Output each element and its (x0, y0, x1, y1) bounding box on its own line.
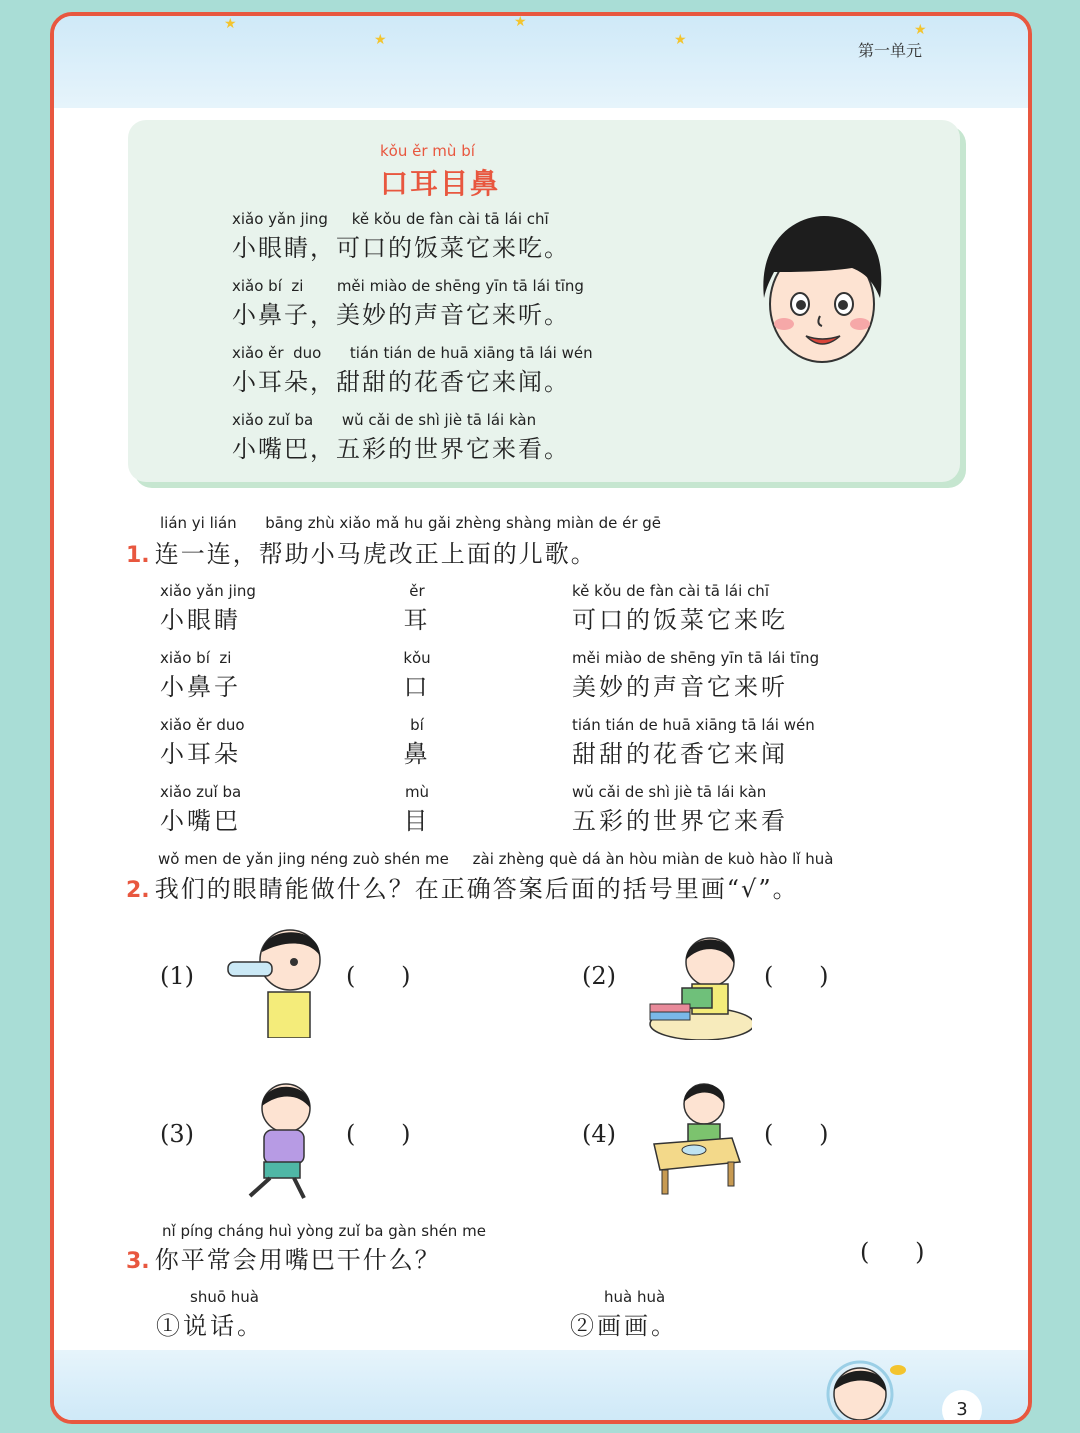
q1-left-item[interactable] (160, 582, 256, 635)
q3-option[interactable] (156, 1288, 264, 1341)
boy-drinking-illustration (224, 922, 324, 1038)
q1-right-item[interactable] (572, 649, 819, 702)
q1-middle-pinyin: ěr (409, 582, 425, 600)
q1-right-text: 五彩的世界它来看 (572, 807, 788, 835)
sky-header-band (54, 16, 1028, 108)
q2-option-label: (3) (160, 1120, 194, 1148)
q2-answer-paren[interactable]: ( ) (764, 962, 829, 990)
star-icon: ★ (374, 32, 387, 48)
child-face-illustration (754, 212, 890, 372)
q2-answer-paren[interactable]: ( ) (346, 962, 411, 990)
q2-heading (126, 869, 799, 904)
poem-line-text: 小嘴巴，五彩的世界它来看。 (232, 435, 570, 463)
q1-heading (126, 534, 597, 569)
star-icon: ★ (914, 22, 927, 38)
q3-text: 你平常会用嘴巴干什么？ (154, 1246, 441, 1274)
girl-reading-illustration (642, 924, 752, 1040)
q3-pinyin: nǐ píng cháng huì yòng zuǐ ba gàn shén me (162, 1222, 486, 1240)
q2-answer-paren[interactable]: ( ) (346, 1120, 411, 1148)
q2-option-label: (2) (582, 962, 616, 990)
q3-option-text: ②画画。 (570, 1312, 678, 1340)
poem-line-text: 小耳朵，甜甜的花香它来闻。 (232, 368, 570, 396)
q1-text: 连一连，帮助小马虎改正上面的儿歌。 (154, 540, 597, 568)
q1-left-text: 小鼻子 (160, 673, 241, 701)
poem-line-pinyin: xiǎo yǎn jing kě kǒu de fàn cài tā lái chī (232, 210, 549, 228)
q1-left-item[interactable] (160, 649, 241, 702)
q1-right-text: 可口的饭菜它来吃 (572, 606, 788, 634)
q1-middle-text: 口 (403, 673, 431, 701)
q1-middle-text: 目 (403, 807, 431, 835)
poem-line (232, 277, 752, 329)
q3-heading (126, 1240, 441, 1275)
poem-line (232, 411, 752, 463)
poem-line-text: 小鼻子，美妙的声音它来听。 (232, 301, 570, 329)
q1-middle-item[interactable] (402, 649, 432, 702)
boy-running-illustration (240, 1080, 320, 1202)
q1-left-pinyin: xiǎo yǎn jing (160, 582, 256, 600)
q1-right-text: 甜甜的花香它来闻 (572, 740, 788, 768)
poem-line-pinyin: xiǎo zuǐ ba wǔ cǎi de shì jiè tā lái kàn (232, 411, 537, 429)
q1-right-text: 美妙的声音它来听 (572, 673, 788, 701)
q3-option-pinyin: huà huà (604, 1288, 666, 1306)
q2-text: 我们的眼睛能做什么？在正确答案后面的括号里画“√”。 (154, 875, 799, 903)
q1-right-item[interactable] (572, 582, 788, 635)
q3-option[interactable] (570, 1288, 678, 1341)
q3-option-text: ①说话。 (156, 1312, 264, 1340)
poem-line (232, 210, 752, 262)
q1-left-text: 小嘴巴 (160, 807, 241, 835)
q1-pinyin: lián yi lián bāng zhù xiǎo mǎ hu gǎi zhèng shàng miàn de ér gē (160, 514, 661, 532)
q1-middle-text: 鼻 (403, 740, 431, 768)
q1-right-pinyin: tián tián de huā xiāng tā lái wén (572, 716, 815, 734)
q1-right-pinyin: kě kǒu de fàn cài tā lái chī (572, 582, 769, 600)
q3-option-pinyin: shuō huà (190, 1288, 259, 1306)
q1-left-text: 小眼睛 (160, 606, 241, 634)
q1-middle-item[interactable] (402, 582, 432, 635)
q1-left-text: 小耳朵 (160, 740, 241, 768)
workbook-page (50, 12, 1032, 1424)
q1-right-item[interactable] (572, 716, 815, 769)
q2-option-label: (1) (160, 962, 194, 990)
q2-answer-paren[interactable]: ( ) (764, 1120, 829, 1148)
q1-left-item[interactable] (160, 716, 245, 769)
q1-number: 1. (126, 543, 150, 568)
poem-line-pinyin: xiǎo ěr duo tián tián de huā xiāng tā lái wén (232, 344, 593, 362)
poem-line-text: 小眼睛，可口的饭菜它来吃。 (232, 234, 570, 262)
star-icon: ★ (674, 32, 687, 48)
page-number: 3 (942, 1390, 982, 1424)
q1-left-pinyin: xiǎo bí zi (160, 649, 232, 667)
star-icon: ★ (514, 14, 527, 30)
q1-middle-item[interactable] (402, 716, 432, 769)
q1-right-item[interactable] (572, 783, 788, 836)
astronaut-kid-illustration (808, 1354, 908, 1420)
q1-right-pinyin: měi miào de shēng yīn tā lái tīng (572, 649, 820, 667)
q1-right-pinyin: wǔ cǎi de shì jiè tā lái kàn (572, 783, 767, 801)
q1-middle-pinyin: mù (404, 783, 430, 801)
girl-wiping-table-illustration (648, 1080, 744, 1196)
q2-option-label: (4) (582, 1120, 616, 1148)
q1-middle-pinyin: kǒu (403, 649, 431, 667)
star-icon: ★ (224, 16, 237, 32)
poem-line-pinyin: xiǎo bí zi měi miào de shēng yīn tā lái tīng (232, 277, 584, 295)
q2-pinyin: wǒ men de yǎn jing néng zuò shén me zài zhèng què dá àn hòu miàn de kuò hào lǐ huà (158, 850, 834, 868)
moon-icon (940, 24, 988, 72)
q2-number: 2. (126, 878, 150, 903)
poem-title-pinyin: kǒu ěr mù bí (380, 142, 475, 160)
q1-middle-item[interactable] (402, 783, 432, 836)
q1-left-pinyin: xiǎo ěr duo (160, 716, 245, 734)
unit-label: 第一单元 (857, 41, 922, 60)
poem-line (232, 344, 752, 396)
poem-title: 口耳目鼻 (380, 167, 501, 200)
q1-left-item[interactable] (160, 783, 241, 836)
q1-middle-text: 耳 (403, 606, 431, 634)
q3-number: 3. (126, 1249, 150, 1274)
q3-answer-paren[interactable]: ( ) (860, 1238, 925, 1266)
q1-left-pinyin: xiǎo zuǐ ba (160, 783, 242, 801)
q1-middle-pinyin: bí (410, 716, 424, 734)
